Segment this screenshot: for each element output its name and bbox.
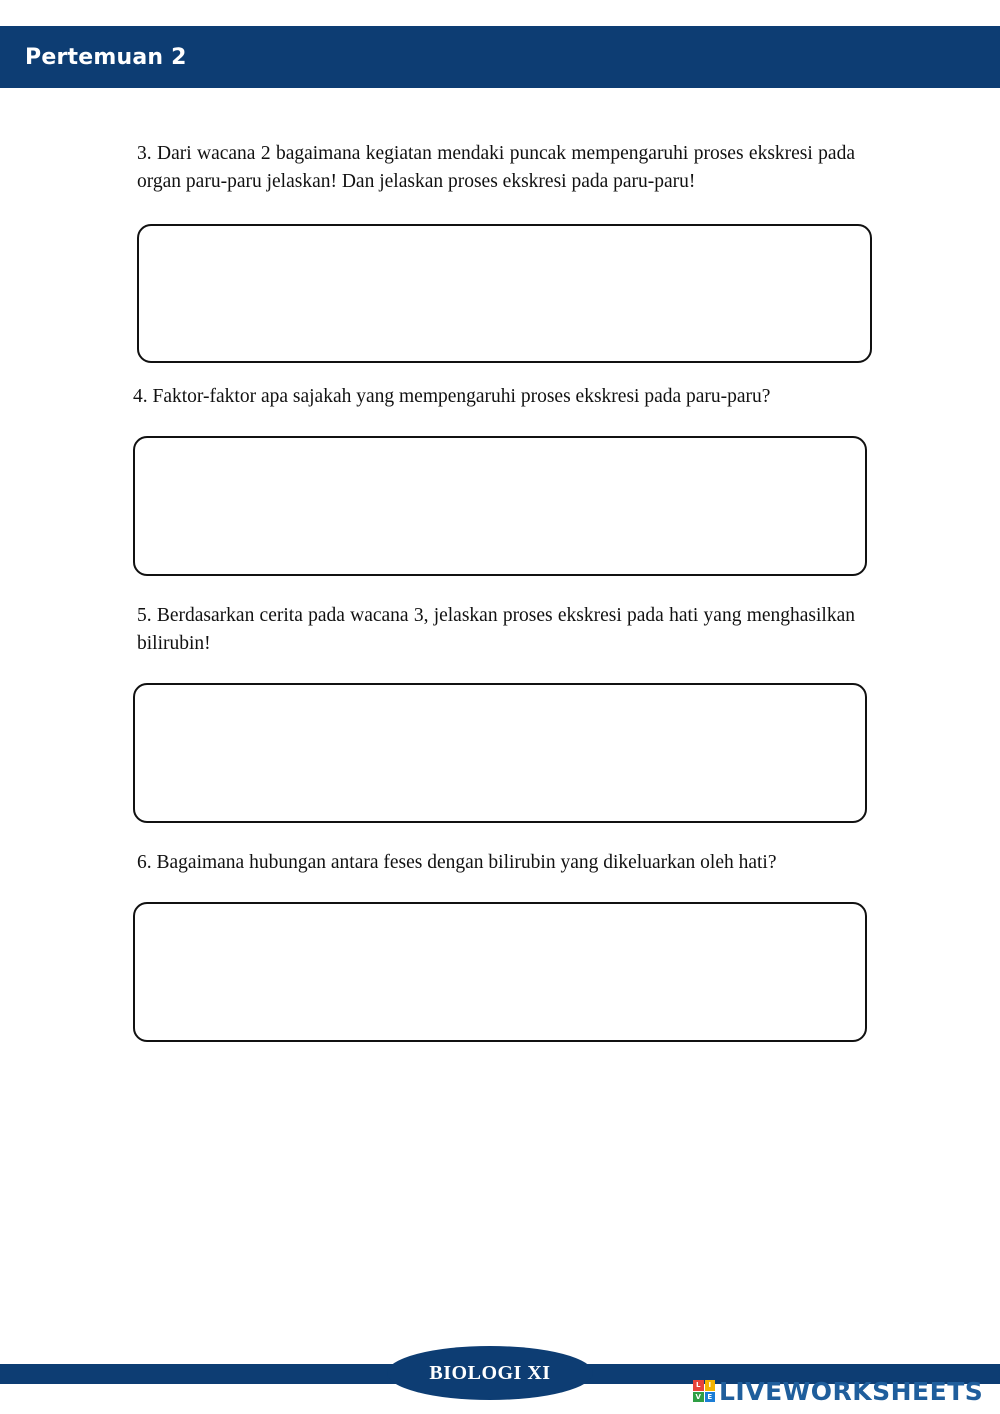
page-title: Pertemuan 2	[25, 44, 187, 70]
footer-subject-label: BIOLOGI XI	[429, 1361, 551, 1384]
footer-subject-badge	[387, 1346, 593, 1400]
liveworksheets-text: LIVEWORKSHEETS	[719, 1376, 984, 1406]
answer-box-6[interactable]	[133, 902, 867, 1042]
answer-box-5[interactable]	[133, 683, 867, 823]
liveworksheets-logo-icon: L I V E	[693, 1380, 715, 1402]
question-4-text: 4. Faktor-faktor apa sajakah yang mempengaruhi proses ekskresi pada paru-paru?	[133, 386, 771, 407]
answer-box-4[interactable]	[133, 436, 867, 576]
answer-box-3[interactable]	[137, 224, 872, 363]
question-3-text: 3. Dari wacana 2 bagaimana kegiatan mendaki puncak mempengaruhi proses ekskresi pada organ paru-paru jelaskan! Dan jelaskan proses ekskresi pada paru-paru!	[137, 143, 855, 192]
liveworksheets-watermark	[693, 1378, 983, 1404]
header-bar	[0, 26, 1000, 88]
question-6-text: 6. Bagaimana hubungan antara feses dengan bilirubin yang dikeluarkan oleh hati?	[137, 852, 777, 873]
question-5-text: 5. Berdasarkan cerita pada wacana 3, jelaskan proses ekskresi pada hati yang menghasilkan bilirubin!	[137, 605, 855, 654]
